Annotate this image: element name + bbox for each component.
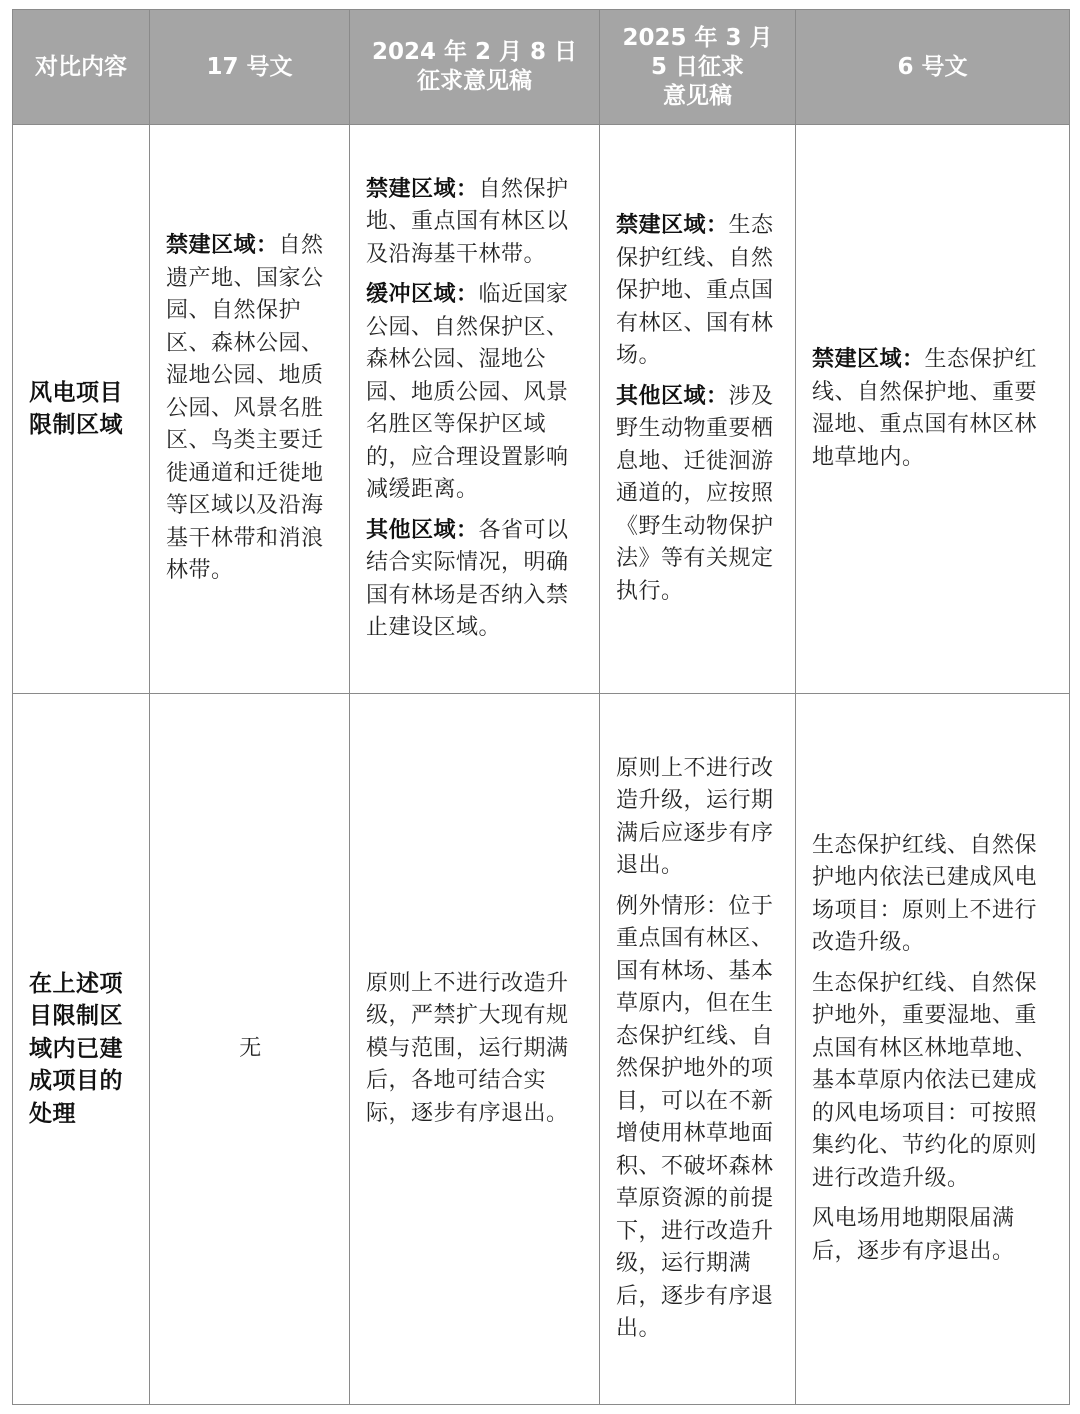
cell-doc6-existing bbox=[796, 694, 1070, 1405]
header-draft-2024: 2024 年 2 月 8 日 征求意见稿 bbox=[350, 10, 600, 125]
header-doc6: 6 号文 bbox=[796, 10, 1070, 125]
cell-draft2025-restricted bbox=[600, 125, 796, 694]
para: 生态保护红线、自然保护地外，重要湿地、重点国有林区林地草地、基本草原内依法已建成的风电场项目：可按照集约化、节约化的原则进行改造升级。 bbox=[812, 970, 1038, 1191]
table-row-existing-projects bbox=[13, 694, 1070, 1405]
para: 原则上不进行改造升级，运行期满后应逐步有序退出。 bbox=[616, 755, 774, 878]
para: 风电场用地期限届满后，逐步有序退出。 bbox=[812, 1206, 1015, 1264]
cell-draft2024-existing bbox=[350, 694, 600, 1405]
para: 其他区域：涉及野生动物重要栖息地、迁徙洄游通道的，应按照《野生动物保护法》等有关规定执行。 bbox=[616, 383, 774, 604]
para: 其他区域：各省可以结合实际情况，明确国有林场是否纳入禁止建设区域。 bbox=[366, 517, 569, 640]
para: 禁建区域：自然遗产地、国家公园、自然保护区、森林公园、湿地公园、地质公园、风景名胜区、鸟类主要迁徙通道和迁徙地等区域以及沿海基干林带和消浪林带。 bbox=[166, 233, 324, 584]
cell-doc17-restricted bbox=[150, 125, 350, 694]
row-title-existing-projects: 在上述项 目限制区 域内已建 成项目的 处理 bbox=[13, 694, 150, 1405]
header-compare-content: 对比内容 bbox=[13, 10, 150, 125]
para: 原则上不进行改造升级，严禁扩大现有规模与范围，运行期满后，各地可结合实际，逐步有序退出。 bbox=[366, 970, 569, 1126]
header-doc17: 17 号文 bbox=[150, 10, 350, 125]
cell-doc17-existing: 无 bbox=[150, 694, 350, 1405]
para: 禁建区域：生态保护红线、自然保护地、重点国有林区、国有林场。 bbox=[616, 213, 774, 368]
row-title-restricted-areas: 风电项目 限制区域 bbox=[13, 125, 150, 694]
cell-draft2025-existing bbox=[600, 694, 796, 1405]
para: 例外情形：位于重点国有林区、国有林场、基本草原内，但在生态保护红线、自然保护地外的项目，可以在不新增使用林草地面积、不破坏森林草原资源的前提下，进行改造升级，运行期满后，逐步有序退出。 bbox=[616, 893, 774, 1341]
comparison-table bbox=[12, 9, 1070, 1405]
para: 缓冲区域：临近国家公园、自然保护区、森林公园、湿地公园、地质公园、风景名胜区等保护区域的，应合理设置影响减缓距离。 bbox=[366, 282, 569, 502]
cell-doc6-restricted bbox=[796, 125, 1070, 694]
table-header bbox=[13, 10, 1070, 125]
para: 生态保护红线、自然保护地内依法已建成风电场项目：原则上不进行改造升级。 bbox=[812, 832, 1038, 956]
para: 禁建区域：自然保护地、重点国有林区以及沿海基干林带。 bbox=[366, 176, 569, 267]
para: 禁建区域：生态保护红线、自然保护地、重要湿地、重点国有林区林地草地内。 bbox=[812, 347, 1038, 470]
header-draft-2025: 2025 年 3 月 5 日征求 意见稿 bbox=[600, 10, 796, 125]
table-row-restricted-areas bbox=[13, 125, 1070, 694]
header-row bbox=[13, 10, 1070, 125]
cell-draft2024-restricted bbox=[350, 125, 600, 694]
